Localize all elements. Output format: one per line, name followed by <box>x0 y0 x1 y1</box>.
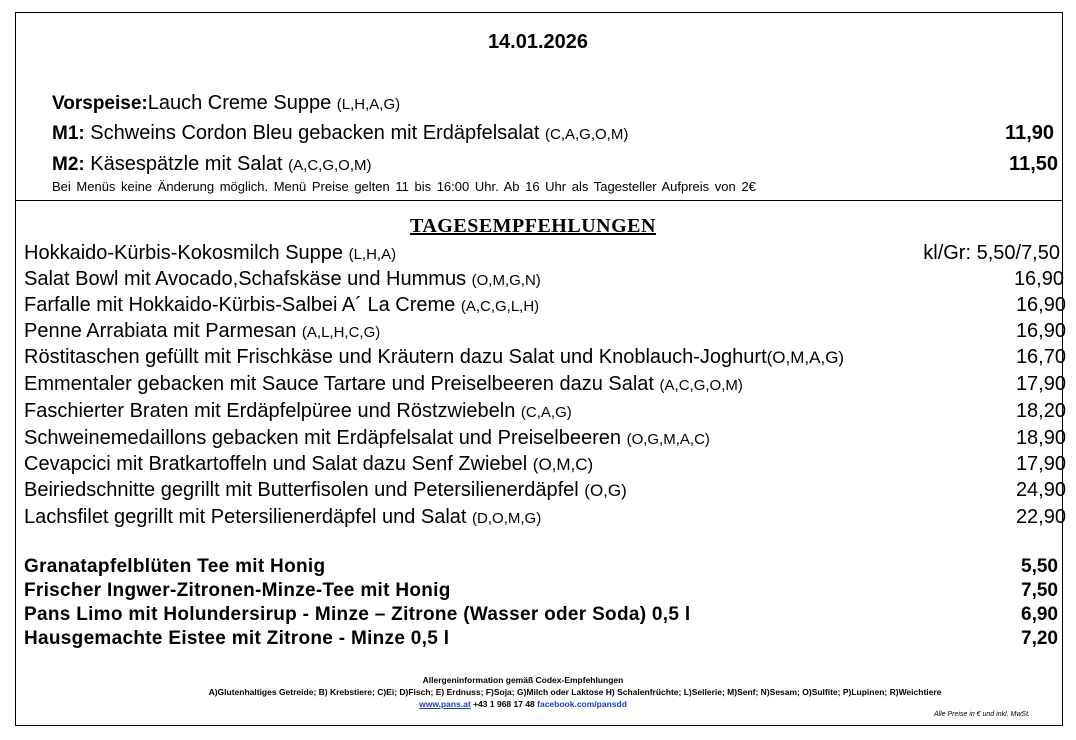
menu1-price: 11,90 <box>1005 122 1054 144</box>
phone-number: +43 1 968 17 48 <box>470 699 538 709</box>
dish-allergens: (O,M,C) <box>532 455 594 474</box>
menu-date: 14.01.2026 <box>487 31 589 53</box>
menu1-label: M1: <box>52 123 85 144</box>
dish-name: Cevapcici mit Bratkartoffeln und Salat dazu Senf Zwiebel <box>24 453 533 475</box>
allergen-info-title: Allergeninformation gemäß Codex-Empfehlungen <box>422 675 624 685</box>
dish-name: Farfalle mit Hokkaido-Kürbis-Salbei A´ La Creme <box>24 294 461 316</box>
dish-price: 18,90 <box>1015 427 1066 449</box>
menu2-price: 11,50 <box>1009 153 1058 175</box>
drink-price: 7,20 <box>1021 628 1058 649</box>
dish-price: 17,90 <box>1015 453 1066 475</box>
dish-item <box>24 506 541 529</box>
drink-name: Hausgemachte Eistee mit Zitrone - Minze 0,5 l <box>24 628 450 649</box>
menu1-name: Schweins Cordon Bleu gebacken mit Erdäpfelsalat <box>84 122 545 144</box>
menu-price-note: Bei Menüs keine Änderung möglich. Menü Preise gelten 11 bis 16:00 Uhr. Ab 16 Uhr als Tagesteller Aufpreis von 2€ <box>52 179 756 194</box>
dish-allergens: (A,C,G,O,M) <box>659 377 743 394</box>
dish-name: Hokkaido-Kürbis-Kokosmilch Suppe <box>24 242 349 264</box>
dish-item <box>24 346 844 369</box>
dish-price: 24,90 <box>1015 479 1066 501</box>
dish-allergens: (O,M,G,N) <box>471 272 541 289</box>
drink-price: 7,50 <box>1021 580 1058 601</box>
drink-price: 6,90 <box>1021 604 1058 625</box>
facebook-link[interactable]: facebook.com/pansdd <box>537 699 627 709</box>
dish-allergens: (A,C,G,L,H) <box>460 298 540 315</box>
dish-item <box>24 373 743 396</box>
dish-allergens: (O,M,A,G) <box>766 348 845 367</box>
dish-name: Röstitaschen gefüllt mit Frischkäse und Kräutern dazu Salat und Knoblauch-Joghurt <box>24 346 767 368</box>
dish-item <box>24 268 541 291</box>
dish-price: 16,90 <box>1015 320 1066 342</box>
menu2-label: M2: <box>52 154 85 175</box>
dish-item <box>24 427 710 450</box>
dish-price: 22,90 <box>1015 506 1066 528</box>
menu2-allergens: (A,C,G,O,M) <box>288 157 372 174</box>
menu1-allergens: (C,A,G,O,M) <box>545 126 629 143</box>
dish-allergens: (L,H,A) <box>348 246 397 263</box>
dish-price: 17,90 <box>1015 373 1066 395</box>
menu1-row <box>52 122 628 145</box>
menu2-name: Käsespätzle mit Salat <box>84 153 289 175</box>
dish-allergens: (O,G) <box>584 481 627 500</box>
dish-name: Salat Bowl mit Avocado,Schafskäse und Hummus <box>24 268 472 290</box>
drink-name: Frischer Ingwer-Zitronen-Minze-Tee mit Honig <box>24 580 451 601</box>
starter-row <box>52 92 400 115</box>
dish-price: 16,70 <box>1015 346 1066 368</box>
dish-name: Beiriedschnitte gegrillt mit Butterfisolen und Petersilienerdäpfel <box>24 479 585 501</box>
dish-price: 16,90 <box>1015 294 1066 316</box>
starter-name: Lauch Creme Suppe <box>147 92 337 114</box>
dish-item <box>24 400 572 423</box>
dish-allergens: (O,G,M,A,C) <box>626 431 710 448</box>
recommendations-heading: TAGESEMPFEHLUNGEN <box>410 215 656 237</box>
dish-item <box>24 479 627 502</box>
starter-label: Vorspeise: <box>52 93 148 114</box>
starter-allergens: (L,H,A,G) <box>336 96 401 113</box>
dish-name: Penne Arrabiata mit Parmesan <box>24 320 302 342</box>
drink-name: Pans Limo mit Holundersirup - Minze – Zitrone (Wasser oder Soda) 0,5 l <box>24 604 691 625</box>
dish-name: Schweinemedaillons gebacken mit Erdäpfelsalat und Preiselbeeren <box>24 427 627 449</box>
dish-price: 16,90 <box>1013 268 1064 290</box>
dish-item <box>24 294 539 317</box>
drink-name: Granatapfelblüten Tee mit Honig <box>24 556 326 577</box>
dish-name: Faschierter Braten mit Erdäpfelpüree und Röstzwiebeln <box>24 400 521 422</box>
dish-name: Lachsfilet gegrillt mit Petersilienerdäpfel und Salat <box>24 506 473 528</box>
dish-allergens: (C,A,G) <box>520 404 572 421</box>
dish-item <box>24 320 380 343</box>
allergen-list: A)Glutenhaltiges Getreide; B) Krebstiere; C)Ei; D)Fisch; E) Erdnuss; F)Soja; G)Milch oder Laktose H) Schalenfrüchte; L)Sellerie; M)Senf; N)Sesam; O)Sulfite; P)Lupinen; R)Weichtiere <box>208 687 942 697</box>
dish-item <box>24 242 396 265</box>
drink-price: 5,50 <box>1021 556 1058 577</box>
website-link[interactable]: www.pans.at <box>419 699 471 709</box>
dish-name: Emmentaler gebacken mit Sauce Tartare und Preiselbeeren dazu Salat <box>24 373 660 395</box>
dish-item <box>24 453 593 476</box>
dish-price: 18,20 <box>1015 400 1066 422</box>
dish-price: kl/Gr: 5,50/7,50 <box>923 242 1060 264</box>
dish-allergens: (A,L,H,C,G) <box>301 324 381 341</box>
contact-line <box>0 699 1061 709</box>
menu2-row <box>52 153 372 176</box>
vat-note: Alle Preise in € und inkl. MwSt. <box>933 711 1030 718</box>
section-divider <box>15 200 1063 201</box>
dish-allergens: (D,O,M,G) <box>472 510 542 527</box>
